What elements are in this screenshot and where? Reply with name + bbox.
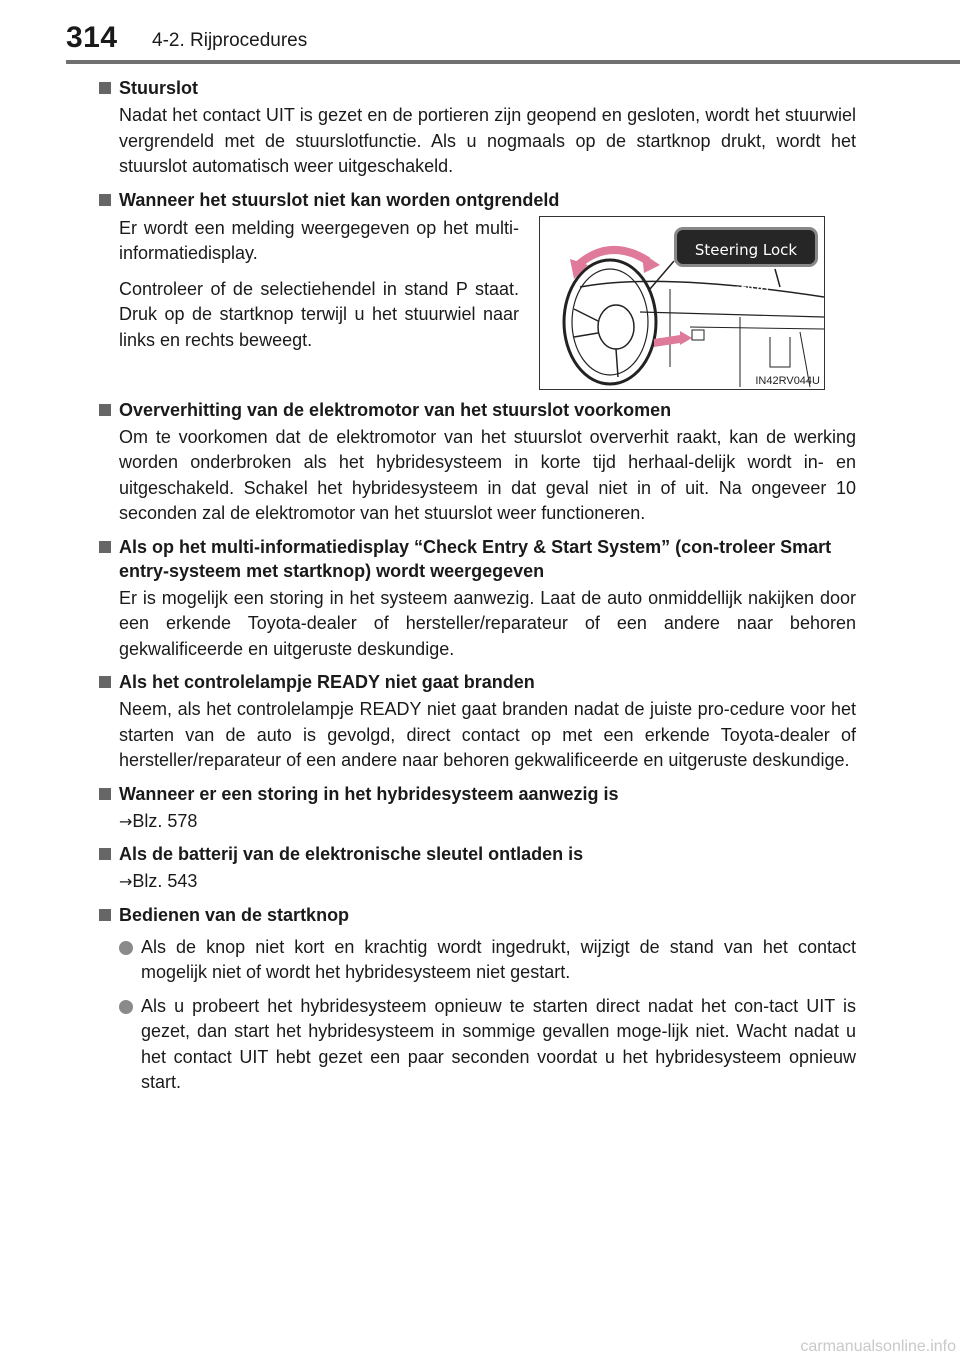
section-heading <box>99 842 856 866</box>
section-title: Stuurslot <box>119 78 198 98</box>
square-bullet-icon <box>99 404 111 416</box>
reference-text: Blz. 578 <box>132 810 198 831</box>
figure-row <box>99 216 856 390</box>
section-heading <box>99 535 856 583</box>
page-reference <box>99 869 856 895</box>
section-heading <box>99 903 856 927</box>
section-title: Wanneer het stuurslot niet kan worden ontgrendeld <box>119 189 560 210</box>
paragraph: Er wordt een melding weergegeven op het multi-informatiedisplay. <box>119 217 519 263</box>
square-bullet-icon <box>99 676 111 688</box>
header-rule <box>66 60 960 64</box>
square-bullet-icon <box>99 848 111 860</box>
square-bullet-icon <box>99 541 111 553</box>
section-title: Als de batterij van de elektronische sleutel ontladen is <box>119 844 584 864</box>
section-heading <box>99 782 856 806</box>
page-reference <box>99 809 856 835</box>
section-body: Er is mogelijk een storing in het systeem aanwezig. Laat de auto onmiddellijk nakijken door een erkende Toyota-dealer of hersteller/reparateur of een andere naar behoren gekwalificeerde en uitgeruste deskundige. <box>119 587 856 659</box>
section-heading <box>99 188 856 212</box>
list-item-text: Als de knop niet kort en krachtig wordt ingedrukt, wijzigt de stand van het contact mogelijk niet of wordt het hybridesysteem niet gestart. <box>141 936 856 982</box>
paragraph: Controleer of de selectiehendel in stand P staat. Druk op de startknop terwijl u het stuurwiel naar links en rechts beweegt. <box>119 278 519 350</box>
chapter-title: 4-2. Rijprocedures <box>152 30 308 51</box>
figure-code: IN42RV044U <box>755 374 820 387</box>
page-number: 314 <box>66 21 118 54</box>
square-bullet-icon <box>99 82 111 94</box>
section-body: Om te voorkomen dat de elektromotor van het stuurslot oververhit raakt, kan de werking worden onderbroken als het hybridesysteem in korte tijd herhaal-delijk wordt in- en uitgeschakeld. Schakel het hybridesysteem in dat geval niet in of uit. Na ongeveer 10 seconden zal de elektromotor van het stuurslot weer functioneren. <box>119 426 856 523</box>
arrow-icon: → <box>119 811 133 831</box>
steering-lock-figure <box>539 216 825 390</box>
section-body: Nadat het contact UIT is gezet en de portieren zijn geopend en gesloten, wordt het stuurwiel vergrendeld met de stuurslotfunctie. Als u nogmaals op de startknop drukt, wordt het stuurslot automatisch weer uitgeschakeld. <box>119 105 856 176</box>
square-bullet-icon <box>99 788 111 800</box>
list-item <box>99 994 856 1096</box>
section-heading <box>99 670 856 694</box>
circle-bullet-icon <box>119 1000 133 1014</box>
reference-text: Blz. 543 <box>132 871 198 891</box>
section-title: Oververhitting van de elektromotor van het stuurslot voorkomen <box>119 399 672 420</box>
section-title: Wanneer er een storing in het hybridesysteem aanwezig is <box>119 783 619 804</box>
section-heading <box>99 76 856 100</box>
section-heading <box>99 398 856 422</box>
arrow-icon: → <box>119 872 133 891</box>
list-item <box>99 935 856 986</box>
page-header <box>66 18 960 66</box>
circle-bullet-icon <box>119 941 133 955</box>
square-bullet-icon <box>99 909 111 921</box>
display-message: Steering Lock active <box>674 227 818 267</box>
section-title: Als het controlelampje READY niet gaat branden <box>119 672 535 692</box>
section-title: Als op het multi-informatiedisplay “Check Entry & Start System” (con-troleer Smart entry-systeem met startknop) wordt weergegeven <box>119 536 832 581</box>
section-body: Neem, als het controlelampje READY niet gaat branden nadat de juiste pro-cedure voor het starten van de auto is gevolgd, direct contact op met een erkende Toyota-dealer of hersteller/reparateur of een andere naar behoren gekwalificeerde en uitgeruste deskundige. <box>119 699 856 770</box>
list-item-text: Als u probeert het hybridesysteem opnieuw te starten direct nadat het con-tact UIT is gezet, dan start het hybridesysteem in sommige gevallen moge-lijk niet. Wacht nadat u het contact UIT hebt gezet een paar seconden voordat u het hybridesysteem opnieuw start. <box>141 995 856 1092</box>
watermark: carmanualsonline.info <box>800 1338 956 1355</box>
section-title: Bedienen van de startknop <box>119 904 350 925</box>
square-bullet-icon <box>99 194 111 206</box>
page-content <box>99 76 856 1096</box>
figure-text <box>119 216 519 390</box>
